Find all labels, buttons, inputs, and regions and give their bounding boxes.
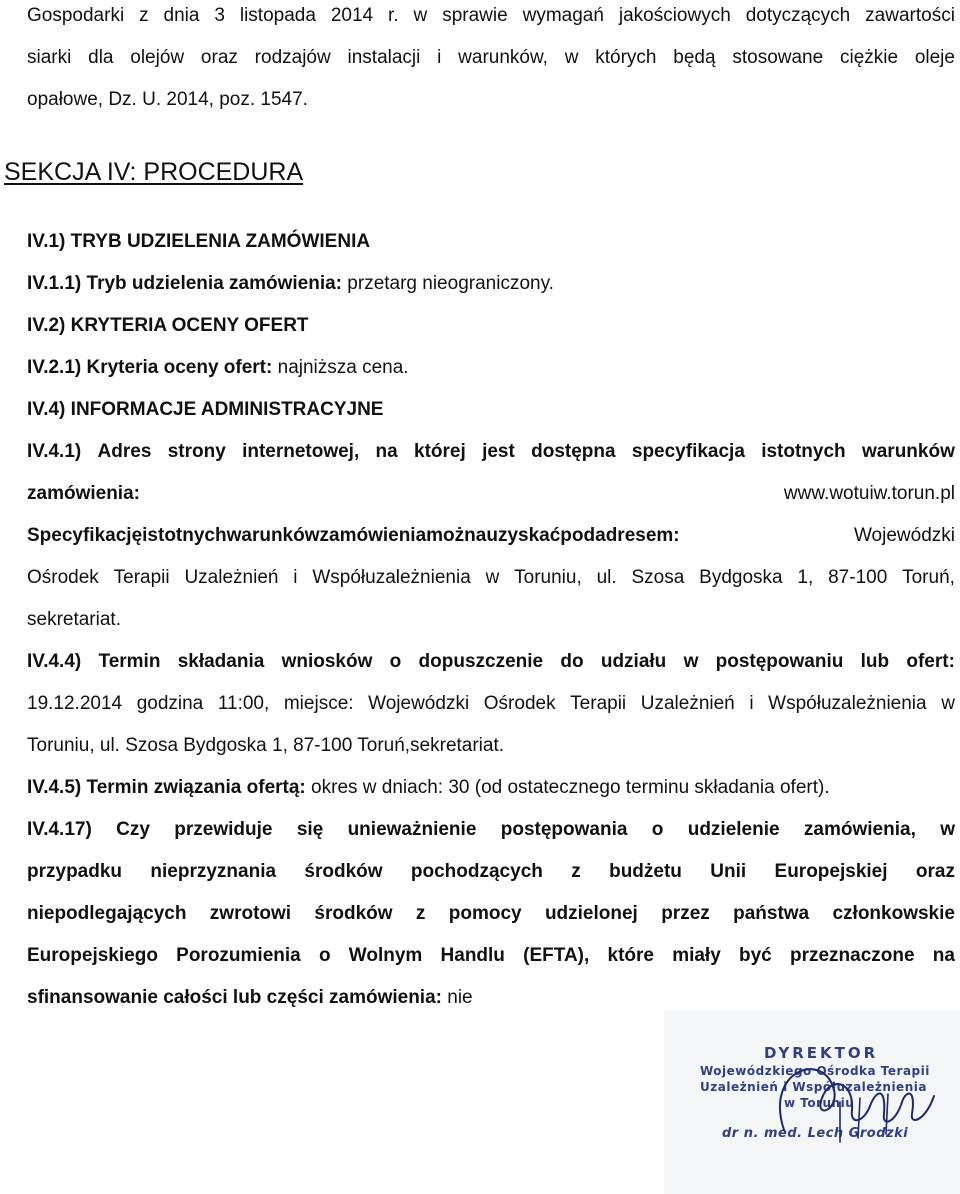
word: unieważnienie [347,819,477,840]
word: się [296,819,324,840]
word: Wolnym [348,945,423,966]
section-title: SEKCJA IV: PROCEDURA [4,158,304,186]
word: których [595,47,657,68]
spec-line1 [27,524,955,548]
word: przeznaczone [789,945,915,966]
item-iv4-5-label: IV.4.5) Termin związania ofertą: [27,777,306,798]
word: adresem: [595,525,680,546]
word: Unii [710,861,747,882]
heading-iv1: IV.1) TRYB UDZIELENIA ZAMÓWIENIA [27,231,371,252]
word: warunków, [458,47,548,68]
word: uzyskać [486,525,561,546]
item-iv4-17-line4 [27,944,955,968]
word: r. [388,5,399,26]
item-iv4-1-line2 [27,482,955,506]
word: udziału [600,651,667,672]
word: lub [860,651,890,672]
word: 11:00, [217,693,270,714]
word: miejsce: [283,693,354,714]
word: Wojewódzki [368,693,470,714]
word: Porozumienia [176,945,301,966]
word: przez [661,903,710,924]
heading-iv2: IV.2) KRYTERIA OCENY OFERT [27,315,309,336]
word: i [749,693,754,714]
word: IV.4.17) [27,819,92,840]
word: (EFTA), [523,945,590,966]
word: wniosków [281,651,373,672]
stamp-name: dr n. med. Lech Grodzki [722,1126,909,1141]
word: IV.4.1) [27,441,82,462]
word: 3 [214,5,225,26]
item-iv4-4-line2 [27,692,955,716]
word: postępowania [500,819,628,840]
word: o [318,945,331,966]
word: Adres [97,441,152,462]
word: 1, [797,567,814,588]
word: o [651,819,664,840]
word: z [139,5,149,26]
word: warunków [861,441,955,462]
word: środków [314,903,393,924]
word: rodzajów [254,47,331,68]
item-iv4-17-line2 [27,860,955,884]
word: pochodzących [410,861,543,882]
word: przypadku [27,861,123,882]
word: jakościowych [618,5,731,26]
word: składania [177,651,265,672]
word: stosowane [732,47,824,68]
word: o [389,651,402,672]
word: Handlu [440,945,505,966]
word: Europejskiej [774,861,888,882]
text-line-1 [27,4,955,28]
heading-iv4: IV.4) INFORMACJE ADMINISTRACYJNE [27,399,384,420]
word: państwa [733,903,810,924]
word: Terapii [113,567,170,588]
word: Bydgoska [699,567,783,588]
item-iv4-1-label-end: zamówienia: [27,483,140,504]
word: Toruniu, [514,567,582,588]
word: Współuzależnienia [312,567,471,588]
item-iv4-5-value: okres w dniach: 30 (od ostatecznego terminu składania ofert). [305,777,830,798]
word: Czy [116,819,150,840]
word: miały [672,945,721,966]
item-iv2-1 [27,356,409,380]
word: niepodlegających [27,903,187,924]
word: Uzależnień [184,567,279,588]
item-iv4-5 [27,776,830,800]
word: w [485,567,500,588]
word: Uzależnień [640,693,735,714]
word: istotnych [142,525,227,546]
word: dopuszczenie [418,651,544,672]
word: w [940,819,955,840]
word: oraz [915,861,955,882]
stamp-title: DYREKTOR [764,1044,879,1062]
word: Europejskiego [27,945,158,966]
word: ofert: [906,651,955,672]
item-iv2-1-label: IV.2.1) Kryteria oceny ofert: [27,357,273,378]
word: Specyfikację [27,525,143,546]
word: internetowej, [242,441,360,462]
stamp-line2: Wojewódzkiego Ośrodka Terapii [700,1064,930,1078]
word: można [426,525,487,546]
stamp-line3: Uzależnień i Współuzależnienia [700,1080,927,1094]
item-iv4-4-line3: Toruniu, ul. Szosa Bydgoska 1, 87-100 Toruń,sekretariat. [27,735,505,756]
spec-line3: sekretariat. [27,609,121,630]
word: Toruń, [902,567,955,588]
word: w [941,693,955,714]
spec-line2 [27,566,955,590]
word: i [293,567,298,588]
word: członkowskie [832,903,955,924]
word: siarki [27,47,72,68]
word: instalacji [347,47,421,68]
word: strony [167,441,226,462]
word: w [683,651,699,672]
word: w [413,5,428,26]
word: i [437,47,442,68]
word: listopada [239,5,316,26]
director-stamp [664,1010,960,1194]
item-iv4-17-answer: nie [441,987,473,1008]
word: oleje [914,47,955,68]
word: sprawie [442,5,508,26]
word: Gospodarki [27,5,125,26]
word: jest [482,441,515,462]
word: godzina [136,693,204,714]
word: środków [304,861,383,882]
word: istotnych [761,441,846,462]
item-iv2-1-value: najniższa cena. [272,357,409,378]
word: być [739,945,772,966]
word: na [932,945,955,966]
word: przewiduje [174,819,273,840]
word: której [414,441,466,462]
word: zamówienia, [803,819,916,840]
word: udzielonej [544,903,638,924]
word: w [564,47,579,68]
word: budżetu [609,861,682,882]
word: Szosa [631,567,685,588]
word: ciężkie [839,47,899,68]
item-iv4-17-line5 [27,986,473,1010]
word: z [415,903,426,924]
word: wymagań [522,5,604,26]
item-iv4-17-line3 [27,902,955,926]
item-iv4-4-line1 [27,650,955,674]
word: dotyczących [745,5,851,26]
word: oraz [200,47,238,68]
word: 19.12.2014 [27,693,123,714]
word: Terapii [570,693,627,714]
word: 87-100 [828,567,888,588]
word: IV.4.4) [27,651,82,672]
word: ul. [596,567,617,588]
word: dostępna [531,441,616,462]
word: zwrotowi [209,903,292,924]
word: na [375,441,398,462]
word: warunków [226,525,320,546]
signature-icon [664,1010,960,1194]
word: specyfikacja [631,441,745,462]
word: Ośrodek [483,693,556,714]
item-iv4-17-line1 [27,818,955,842]
word: zawartości [865,5,955,26]
text-line-2 [27,46,955,70]
item-iv4-17-label: sfinansowanie całości lub części zamówienia: [27,987,442,1008]
item-iv1-1-value: przetarg nieograniczony. [342,273,554,294]
word: z [571,861,581,882]
word: które [607,945,654,966]
word: Termin [98,651,161,672]
word: pomocy [448,903,522,924]
item-iv1-1 [27,272,554,296]
word: dla [88,47,114,68]
word: nieprzyznania [150,861,277,882]
word: udzielenie [687,819,780,840]
stamp-line4: w Toruniu [784,1096,855,1110]
word: dnia [163,5,200,26]
word: będą [673,47,716,68]
spec-bold-part [27,524,840,548]
spec-tail: Wojewódzki [853,525,955,546]
item-iv1-1-label: IV.1.1) Tryb udzielenia zamówienia: [27,273,343,294]
item-iv4-1-line1 [27,440,955,464]
word: Współuzależnienia [768,693,927,714]
word: 2014 [330,5,374,26]
word: postępowaniu [715,651,844,672]
text-line-3: opałowe, Dz. U. 2014, poz. 1547. [27,89,308,110]
item-iv4-1-url: www.wotuiw.torun.pl [783,483,955,504]
word: do [560,651,584,672]
word: Ośrodek [27,567,99,588]
word: zamówienia [319,525,427,546]
word: olejów [130,47,185,68]
word: pod [560,525,596,546]
